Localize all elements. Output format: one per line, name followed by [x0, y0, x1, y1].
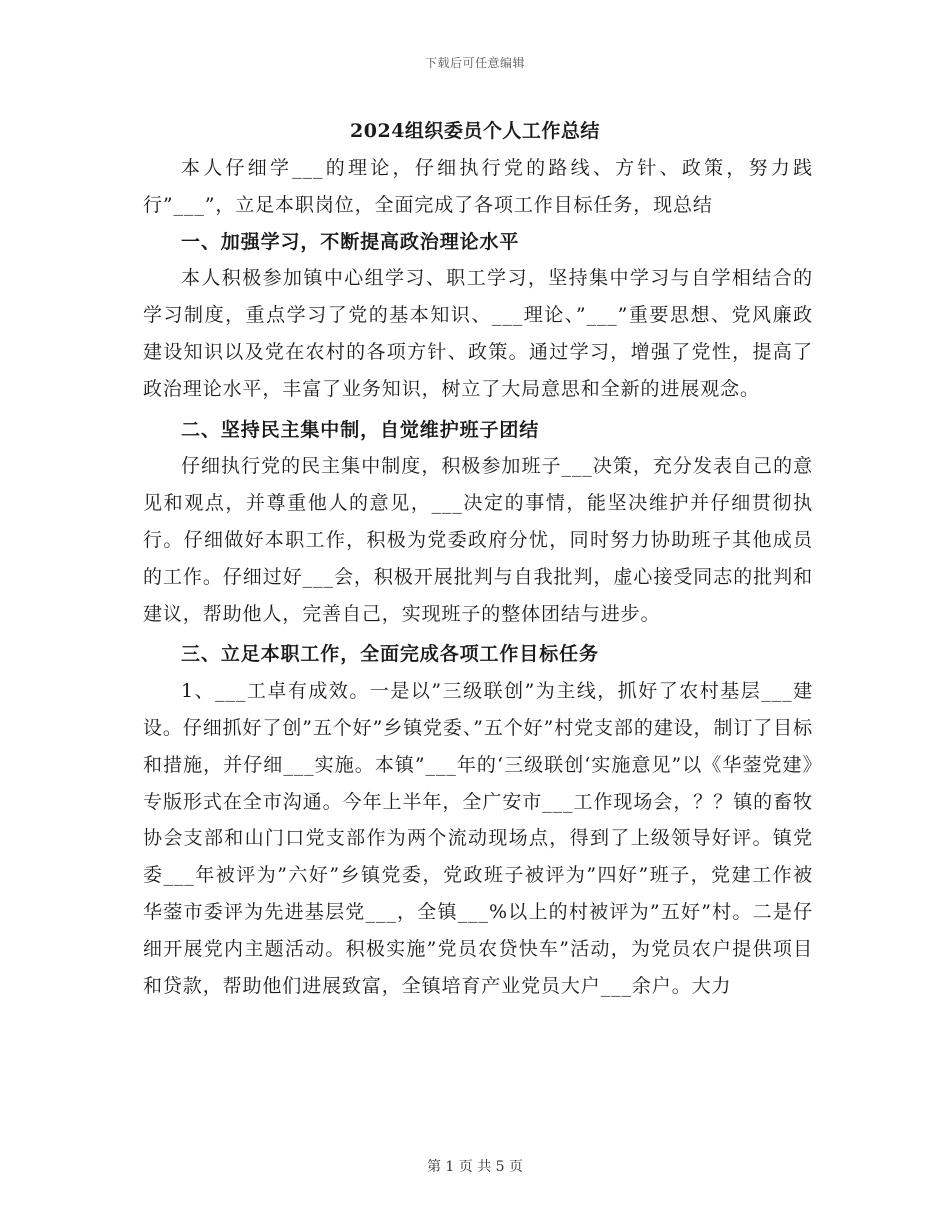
section-3-body: 1、___工卓有成效。一是以”三级联创”为主线，抓好了农村基层___建设。仔细抓好了创”五个好”乡镇党委、”五个好”村党支部的建设，制订了目标和措施，并仔细___实施。本镇”___年的‘三级联创‘实施意见”以《华蓥党建》专版形式在全市沟通。今年上半年，全广安市___工作现场会，？？镇的畜牧协会支部和山门口党支部作为两个流动现场点，得到了上级领导好评。镇党委___年被评为”六好”乡镇党委，党政班子被评为”四好”班子，党建工作被华蓥市委评为先进基层党___，全镇___%以上的村被评为”五好”村。二是仔细开展党内主题活动。积极实施”党员农贷快车”活动，为党员农户提供项目和贷款，帮助他们进展致富，全镇培育产业党员大户___余户。大力	[143, 680, 813, 997]
document-body	[143, 150, 813, 1004]
section-2-body: 仔细执行党的民主集中制度，积极参加班子___决策，充分发表自己的意见和观点，并尊重他人的意见，___决定的事情，能坚决维护并仔细贯彻执行。仔细做好本职工作，积极为党委政府分忧，同时努力协助班子其他成员的工作。仔细过好___会，积极开展批判与自我批判，虚心接受同志的批判和建议，帮助他人，完善自己，实现班子的整体团结与进步。	[143, 455, 813, 625]
section-3-heading: 三、立足本职工作，全面完成各项工作目标任务	[181, 643, 599, 666]
section-1-heading: 一、加强学习，不断提高政治理论水平	[181, 230, 520, 253]
page-header-note: 下载后可任意编辑	[424, 56, 525, 70]
page-title: 2024组织委员个人工作总结	[350, 120, 600, 142]
section-1-body: 本人积极参加镇中心组学习、职工学习，坚持集中学习与自学相结合的学习制度，重点学习了党的基本知识、___理论、”___”重要思想、党风廉政建设知识以及党在农村的各项方针、政策。通过学习，增强了党性，提高了政治理论水平，丰富了业务知识，树立了大局意思和全新的进展观念。	[143, 267, 813, 400]
section-2-heading: 二、坚持民主集中制，自觉维护班子团结	[181, 418, 540, 441]
page-number: 第 1 页 共 5 页	[426, 1159, 524, 1175]
intro-paragraph: 本人仔细学___的理论，仔细执行党的路线、方针、政策，努力践行”___”，立足本职岗位，全面完成了各项工作目标任务，现总结	[143, 157, 813, 216]
